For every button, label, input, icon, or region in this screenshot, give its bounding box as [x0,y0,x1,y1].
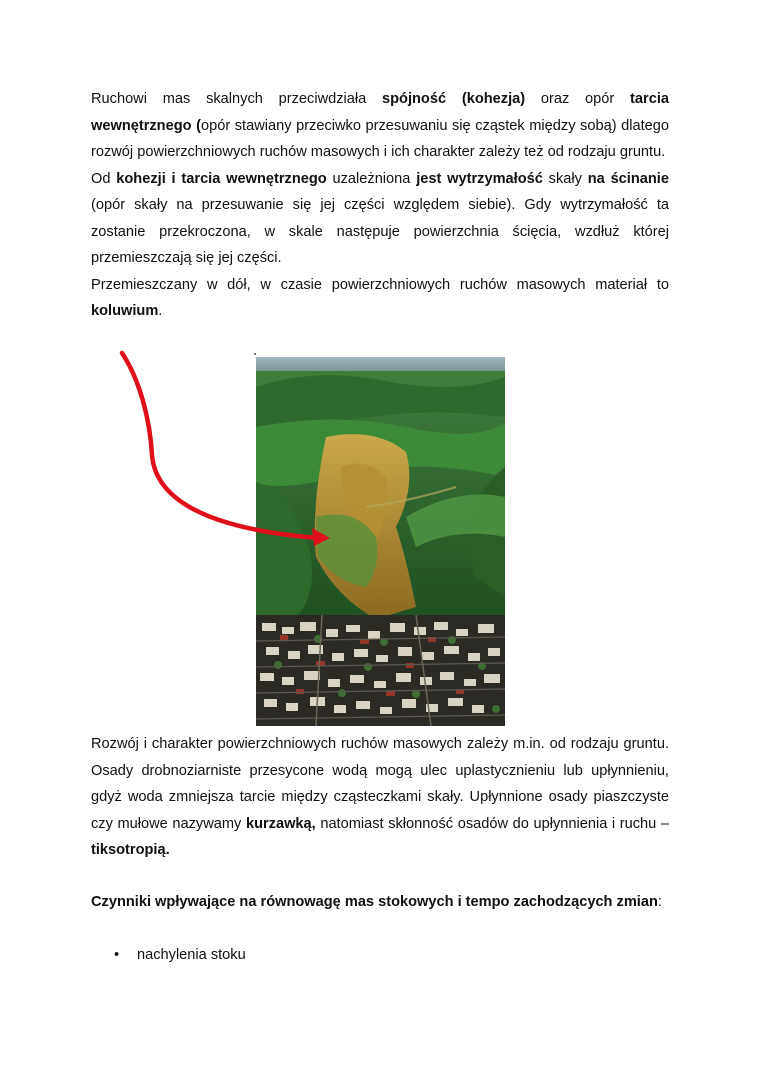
list-item [91,942,669,969]
text-run: (opór skały na przesuwanie się jej części względem siebie). Gdy wytrzymałość ta zostanie przekroczona, w skale następuje powierzchnia ścięcia, wzdłuż której przemieszczają się jej części. [91,197,669,266]
image-corner-mark [254,353,256,355]
bold-term-shear: na ścinanie [587,170,669,187]
bullet-icon: • [114,947,120,963]
list-item-text: nachylenia stoku [137,947,246,963]
section-heading [91,889,669,916]
paragraph-ground-type [91,731,669,864]
heading-tail: : [657,894,662,910]
text-run: opór stawiany przeciwko przesuwaniu się cząstek między sobą) dlatego rozwój powierzchniowych ruchów masowych i ich charakter zależy też od rodzaju gruntu. [91,117,669,160]
bold-term-quicksand: kurzawką, [245,815,316,832]
text-run: Przemieszczany w dół, w czasie powierzchniowych ruchów masowych materiał to [91,276,669,293]
text-run: skały [542,170,588,187]
text-run: Ruchowi mas skalnych przeciwdziała [91,91,383,107]
paragraph-resistance [91,86,669,325]
landslide-photo [256,357,505,726]
heading-bold-text: Czynniki wpływające na równowagę mas stokowych i tempo zachodzących zmian [91,894,658,910]
text-run: Rozwój i charakter powierzchniowych ruchów masowych zależy m.in. od rodzaju gruntu. Osady drobnoziarniste przesycone wodą mogą ulec uplastycznieniu lub upłynnieniu, gdyż woda zmniejsza tarcie między cząsteczkami skały. Upłynnione osady piaszczyste czy mułowe nazywamy [91,736,669,832]
text-run: Od [91,170,117,187]
factors-list [91,942,669,969]
landslide-photo-illustration [256,357,505,726]
bold-term-strength: jest wytrzymałość [416,170,543,187]
bold-term-colluvium: koluwium [91,303,159,319]
text-run: natomiast skłonność osadów do upłynnienia i ruchu – [315,815,670,832]
text-run: . [158,303,163,319]
bold-term-cohesion: spójność (kohezja) [382,91,526,107]
bold-term: kohezji i tarcia wewnętrznego [116,170,327,187]
bold-term-thixotropy: tiksotropią. [91,842,170,858]
text-run: uzależniona [326,170,417,187]
text-run: oraz opór [525,91,631,107]
bold-term-friction: tarcia wewnętrznego ( [91,91,669,134]
